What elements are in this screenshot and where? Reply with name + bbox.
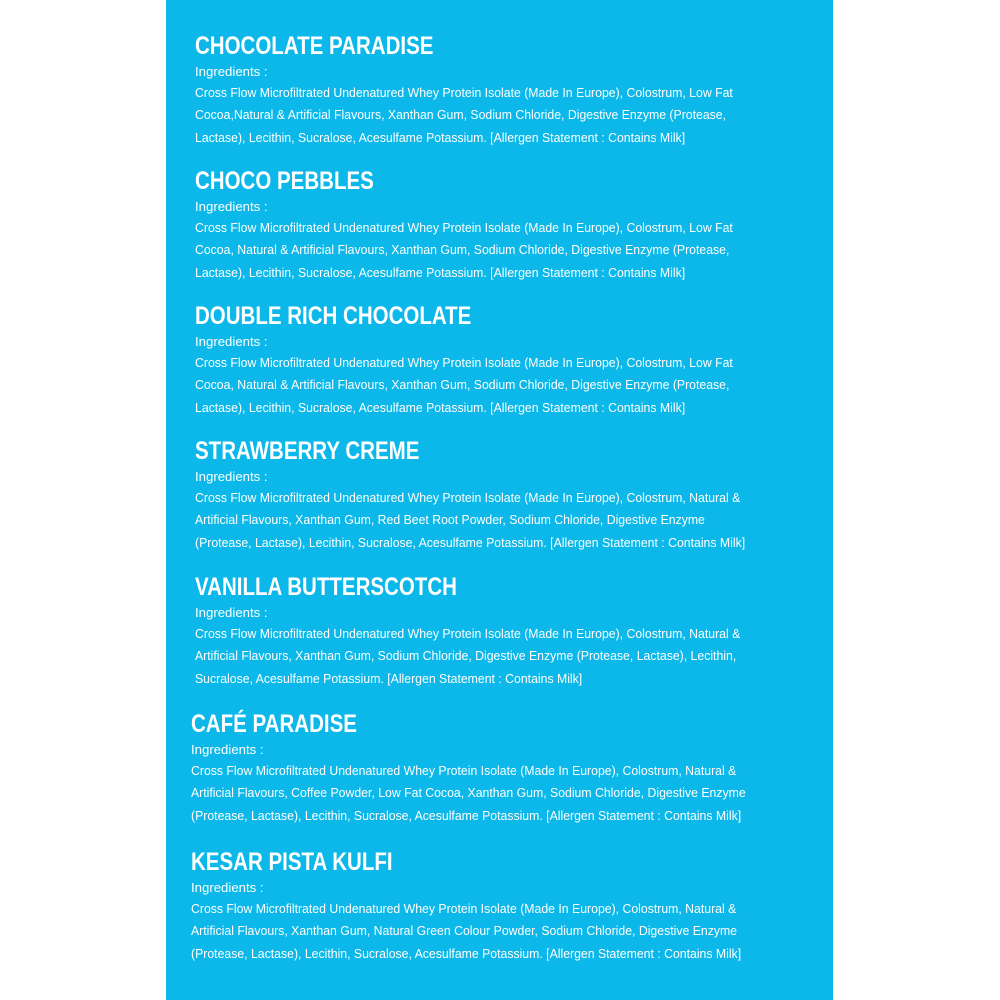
flavour-title: CHOCO PEBBLES — [195, 167, 374, 195]
ingredients-line: Artificial Flavours, Xanthan Gum, Sodium Chloride, Digestive Enzyme (Protease, Lactase), Lecithin, — [195, 648, 737, 664]
ingredients-line: Lactase), Lecithin, Sucralose, Acesulfame Potassium. [Allergen Statement : Contains Milk] — [195, 129, 686, 145]
ingredients-line: Cross Flow Microfiltrated Undenatured Whey Protein Isolate (Made In Europe), Colostrum, Low Fat — [195, 355, 733, 370]
ingredients-line: Cocoa,Natural & Artificial Flavours, Xanthan Gum, Sodium Chloride, Digestive Enzyme (Protease, — [195, 107, 727, 123]
ingredients-text — [195, 623, 825, 690]
flavour-title: DOUBLE RICH CHOCOLATE — [195, 302, 472, 330]
ingredients-line: (Protease, Lactase), Lecithin, Sucralose, Acesulfame Potassium. [Allergen Statement : Contains Milk] — [195, 534, 746, 550]
ingredients-text — [195, 217, 825, 284]
ingredients-line: (Protease, Lactase), Lecithin, Sucralose, Acesulfame Potassium. [Allergen Statement : Contains Milk] — [191, 807, 742, 823]
ingredients-line: Cocoa, Natural & Artificial Flavours, Xanthan Gum, Sodium Chloride, Digestive Enzyme (Protease, — [195, 242, 730, 258]
flavour-title: CAFÉ PARADISE — [191, 710, 357, 738]
ingredients-panel — [166, 0, 833, 1000]
ingredients-line: Cross Flow Microfiltrated Undenatured Whey Protein Isolate (Made In Europe), Colostrum, Natural & — [191, 763, 737, 778]
ingredients-line: Sucralose, Acesulfame Potassium. [Allergen Statement : Contains Milk] — [195, 670, 583, 686]
ingredients-label: Ingredients : — [195, 199, 268, 214]
flavour-title: CHOCOLATE PARADISE — [195, 32, 434, 60]
ingredients-label: Ingredients : — [195, 334, 268, 349]
flavour-title: VANILLA BUTTERSCOTCH — [195, 573, 457, 601]
ingredients-line: Cross Flow Microfiltrated Undenatured Whey Protein Isolate (Made In Europe), Colostrum, Low Fat — [195, 220, 733, 235]
ingredients-label: Ingredients : — [195, 64, 268, 79]
ingredients-text — [195, 352, 825, 419]
flavour-section-strawberry-creme — [195, 437, 825, 554]
ingredients-line: Artificial Flavours, Xanthan Gum, Red Beet Root Powder, Sodium Chloride, Digestive Enzyme — [195, 512, 705, 528]
ingredients-line: Cross Flow Microfiltrated Undenatured Whey Protein Isolate (Made In Europe), Colostrum, Natural & — [195, 626, 741, 641]
ingredients-line: Cross Flow Microfiltrated Undenatured Whey Protein Isolate (Made In Europe), Colostrum, Natural & — [191, 901, 737, 916]
ingredients-label: Ingredients : — [195, 469, 268, 484]
ingredients-line: Cross Flow Microfiltrated Undenatured Whey Protein Isolate (Made In Europe), Colostrum, Low Fat — [195, 85, 733, 100]
ingredients-line: Lactase), Lecithin, Sucralose, Acesulfame Potassium. [Allergen Statement : Contains Milk] — [195, 399, 686, 415]
ingredients-text — [195, 487, 825, 554]
ingredients-text — [195, 82, 825, 149]
flavour-section-cafe-paradise — [191, 710, 821, 827]
ingredients-line: Artificial Flavours, Coffee Powder, Low Fat Cocoa, Xanthan Gum, Sodium Chloride, Digestive Enzyme — [191, 785, 746, 801]
ingredients-label: Ingredients : — [191, 742, 264, 757]
flavour-section-double-rich-chocolate — [195, 302, 825, 419]
flavour-section-kesar-pista-kulfi — [191, 848, 821, 965]
ingredients-line: Artificial Flavours, Xanthan Gum, Natural Green Colour Powder, Sodium Chloride, Digestive Enzyme — [191, 923, 738, 939]
ingredients-text — [191, 898, 821, 965]
ingredients-label: Ingredients : — [191, 880, 264, 895]
flavour-title: KESAR PISTA KULFI — [191, 848, 393, 876]
ingredients-text — [191, 760, 821, 827]
flavour-section-vanilla-butterscotch — [195, 573, 825, 690]
flavour-section-choco-pebbles — [195, 167, 825, 284]
ingredients-line: Lactase), Lecithin, Sucralose, Acesulfame Potassium. [Allergen Statement : Contains Milk] — [195, 264, 686, 280]
ingredients-line: (Protease, Lactase), Lecithin, Sucralose, Acesulfame Potassium. [Allergen Statement : Contains Milk] — [191, 945, 742, 961]
ingredients-line: Cocoa, Natural & Artificial Flavours, Xanthan Gum, Sodium Chloride, Digestive Enzyme (Protease, — [195, 377, 730, 393]
ingredients-label: Ingredients : — [195, 605, 268, 620]
flavour-section-chocolate-paradise — [195, 32, 825, 149]
flavour-title: STRAWBERRY CREME — [195, 437, 420, 465]
ingredients-line: Cross Flow Microfiltrated Undenatured Whey Protein Isolate (Made In Europe), Colostrum, Natural & — [195, 490, 741, 505]
